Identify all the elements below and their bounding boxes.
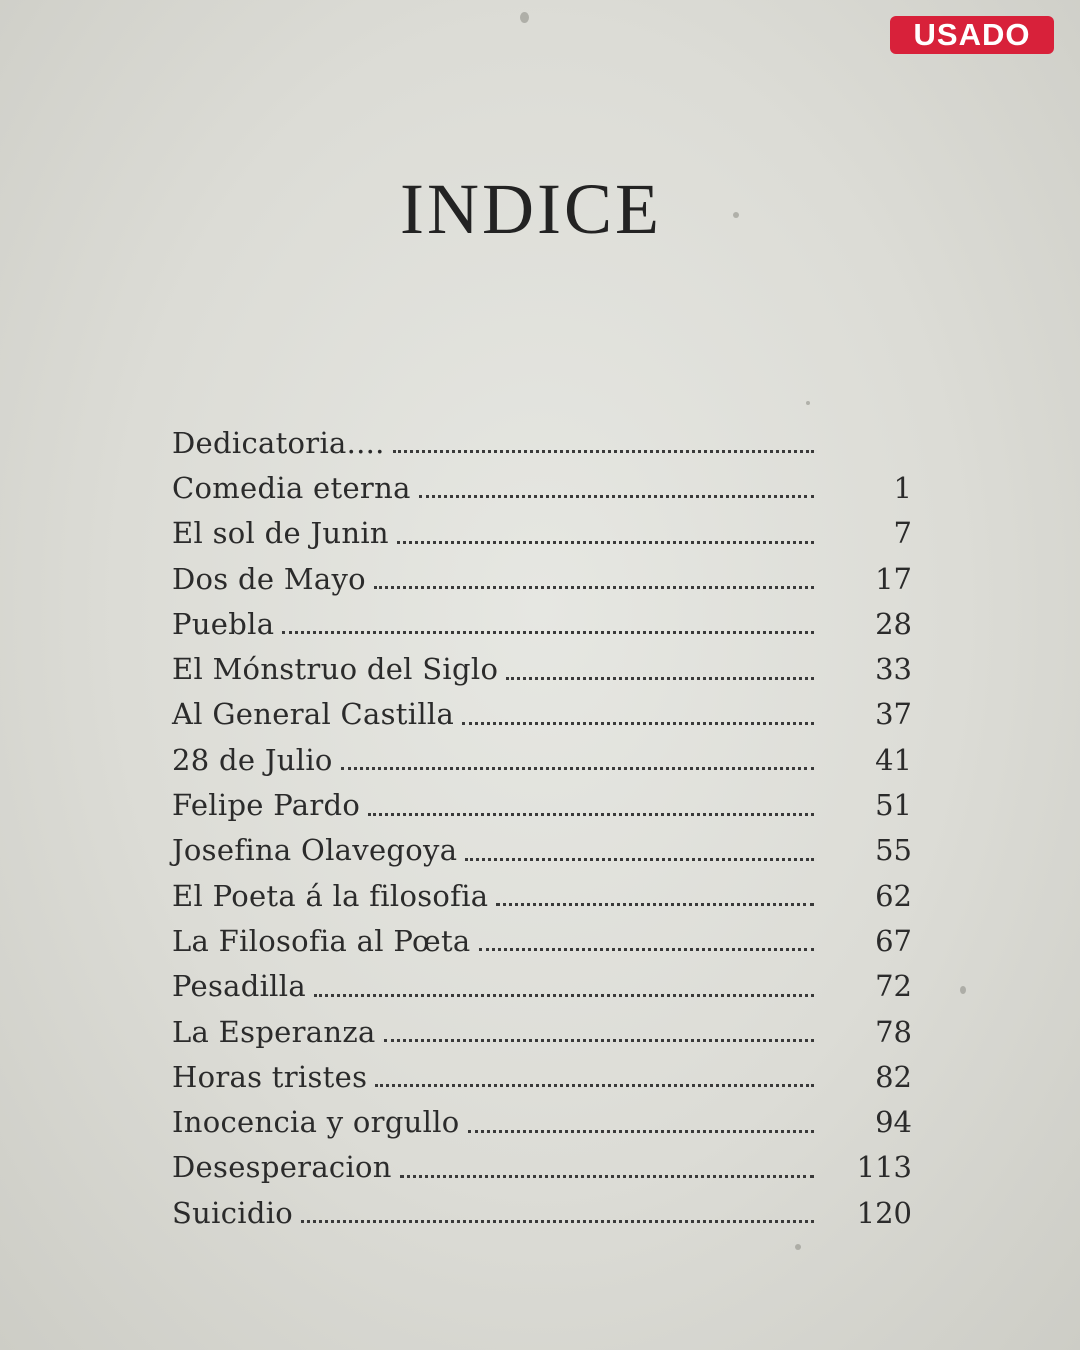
toc-entry-title: Dos de Mayo — [172, 561, 366, 596]
toc-entry-page: 55 — [875, 833, 912, 868]
toc-entry — [172, 601, 912, 646]
toc-entry-title: Josefina Olavegoya — [172, 833, 458, 868]
dot-leader — [374, 586, 814, 589]
toc-entry-page: 7 — [893, 516, 912, 551]
dot-leader — [384, 1039, 814, 1042]
toc-entry — [172, 646, 912, 691]
toc-entry — [172, 1054, 912, 1099]
toc-entry — [172, 1009, 912, 1054]
toc-entry-page: 33 — [875, 652, 912, 687]
toc-entry — [172, 828, 912, 873]
dot-leader — [368, 813, 814, 816]
dot-leader — [479, 948, 815, 951]
toc-entry-page: 1 — [893, 470, 912, 505]
toc-entry-page: 51 — [875, 788, 912, 823]
toc-entry-page: 120 — [856, 1195, 912, 1230]
toc-entry-title: La Esperanza — [172, 1014, 376, 1049]
toc-entry-title: Dedicatoria.... — [172, 425, 385, 460]
dot-leader — [468, 1130, 814, 1133]
toc-entry-title: Al General Castilla — [172, 697, 455, 732]
toc-entry-page: 82 — [875, 1059, 912, 1094]
toc-entry — [172, 511, 912, 556]
toc-entry — [172, 465, 912, 510]
toc-entry-page: 113 — [856, 1150, 912, 1185]
toc-entry-title: Desesperacion — [172, 1150, 392, 1185]
used-badge: USADO — [890, 16, 1054, 54]
toc-entry — [172, 964, 912, 1009]
dot-leader — [282, 631, 814, 634]
dot-leader — [397, 541, 814, 544]
dot-leader — [465, 858, 814, 861]
paper-speck — [960, 986, 966, 994]
toc-entry — [172, 1099, 912, 1144]
page-title: INDICE — [400, 169, 662, 249]
toc-entry — [172, 692, 912, 737]
toc-entry — [172, 782, 912, 827]
dot-leader — [496, 903, 814, 906]
dot-leader — [419, 495, 814, 498]
toc-entry-page: 67 — [875, 923, 912, 958]
toc-entry-title: Puebla — [172, 606, 275, 641]
table-of-contents — [172, 420, 912, 1235]
dot-leader — [506, 677, 814, 680]
dot-leader — [314, 994, 814, 997]
toc-entry-page: 28 — [875, 606, 912, 641]
toc-entry-page: 37 — [875, 697, 912, 732]
toc-entry — [172, 1145, 912, 1190]
toc-entry-page: 62 — [875, 878, 912, 913]
paper-speck — [520, 12, 529, 23]
toc-entry-title: Suicidio — [172, 1195, 294, 1230]
toc-entry-title: Pesadilla — [172, 969, 306, 1004]
paper-speck — [795, 1244, 801, 1250]
toc-entry-title: El Poeta á la filosofia — [172, 878, 489, 913]
toc-entry — [172, 873, 912, 918]
toc-entry-title: Horas tristes — [172, 1059, 368, 1094]
toc-entry — [172, 556, 912, 601]
toc-entry-page: 17 — [875, 561, 912, 596]
toc-entry-page: 41 — [875, 742, 912, 777]
toc-entry-title: Comedia eterna — [172, 470, 411, 505]
toc-entry-page: 72 — [875, 969, 912, 1004]
toc-entry — [172, 918, 912, 963]
dot-leader — [301, 1220, 814, 1223]
dot-leader — [393, 450, 814, 453]
toc-entry-title: Inocencia y orgullo — [172, 1105, 460, 1140]
dot-leader — [375, 1084, 814, 1087]
dot-leader — [400, 1175, 814, 1178]
toc-entry — [172, 420, 912, 465]
toc-entry — [172, 1190, 912, 1235]
paper-speck — [806, 401, 810, 405]
toc-entry-title: El Mónstruo del Siglo — [172, 652, 499, 687]
toc-entry — [172, 737, 912, 782]
toc-entry-title: El sol de Junin — [172, 516, 389, 551]
dot-leader — [341, 767, 814, 770]
toc-entry-page: 94 — [875, 1105, 912, 1140]
toc-entry-title: Felipe Pardo — [172, 788, 361, 823]
toc-entry-title: 28 de Julio — [172, 742, 333, 777]
toc-entry-page: 78 — [875, 1014, 912, 1049]
dot-leader — [462, 722, 814, 725]
toc-entry-title: La Filosofia al Pœta — [172, 923, 471, 958]
